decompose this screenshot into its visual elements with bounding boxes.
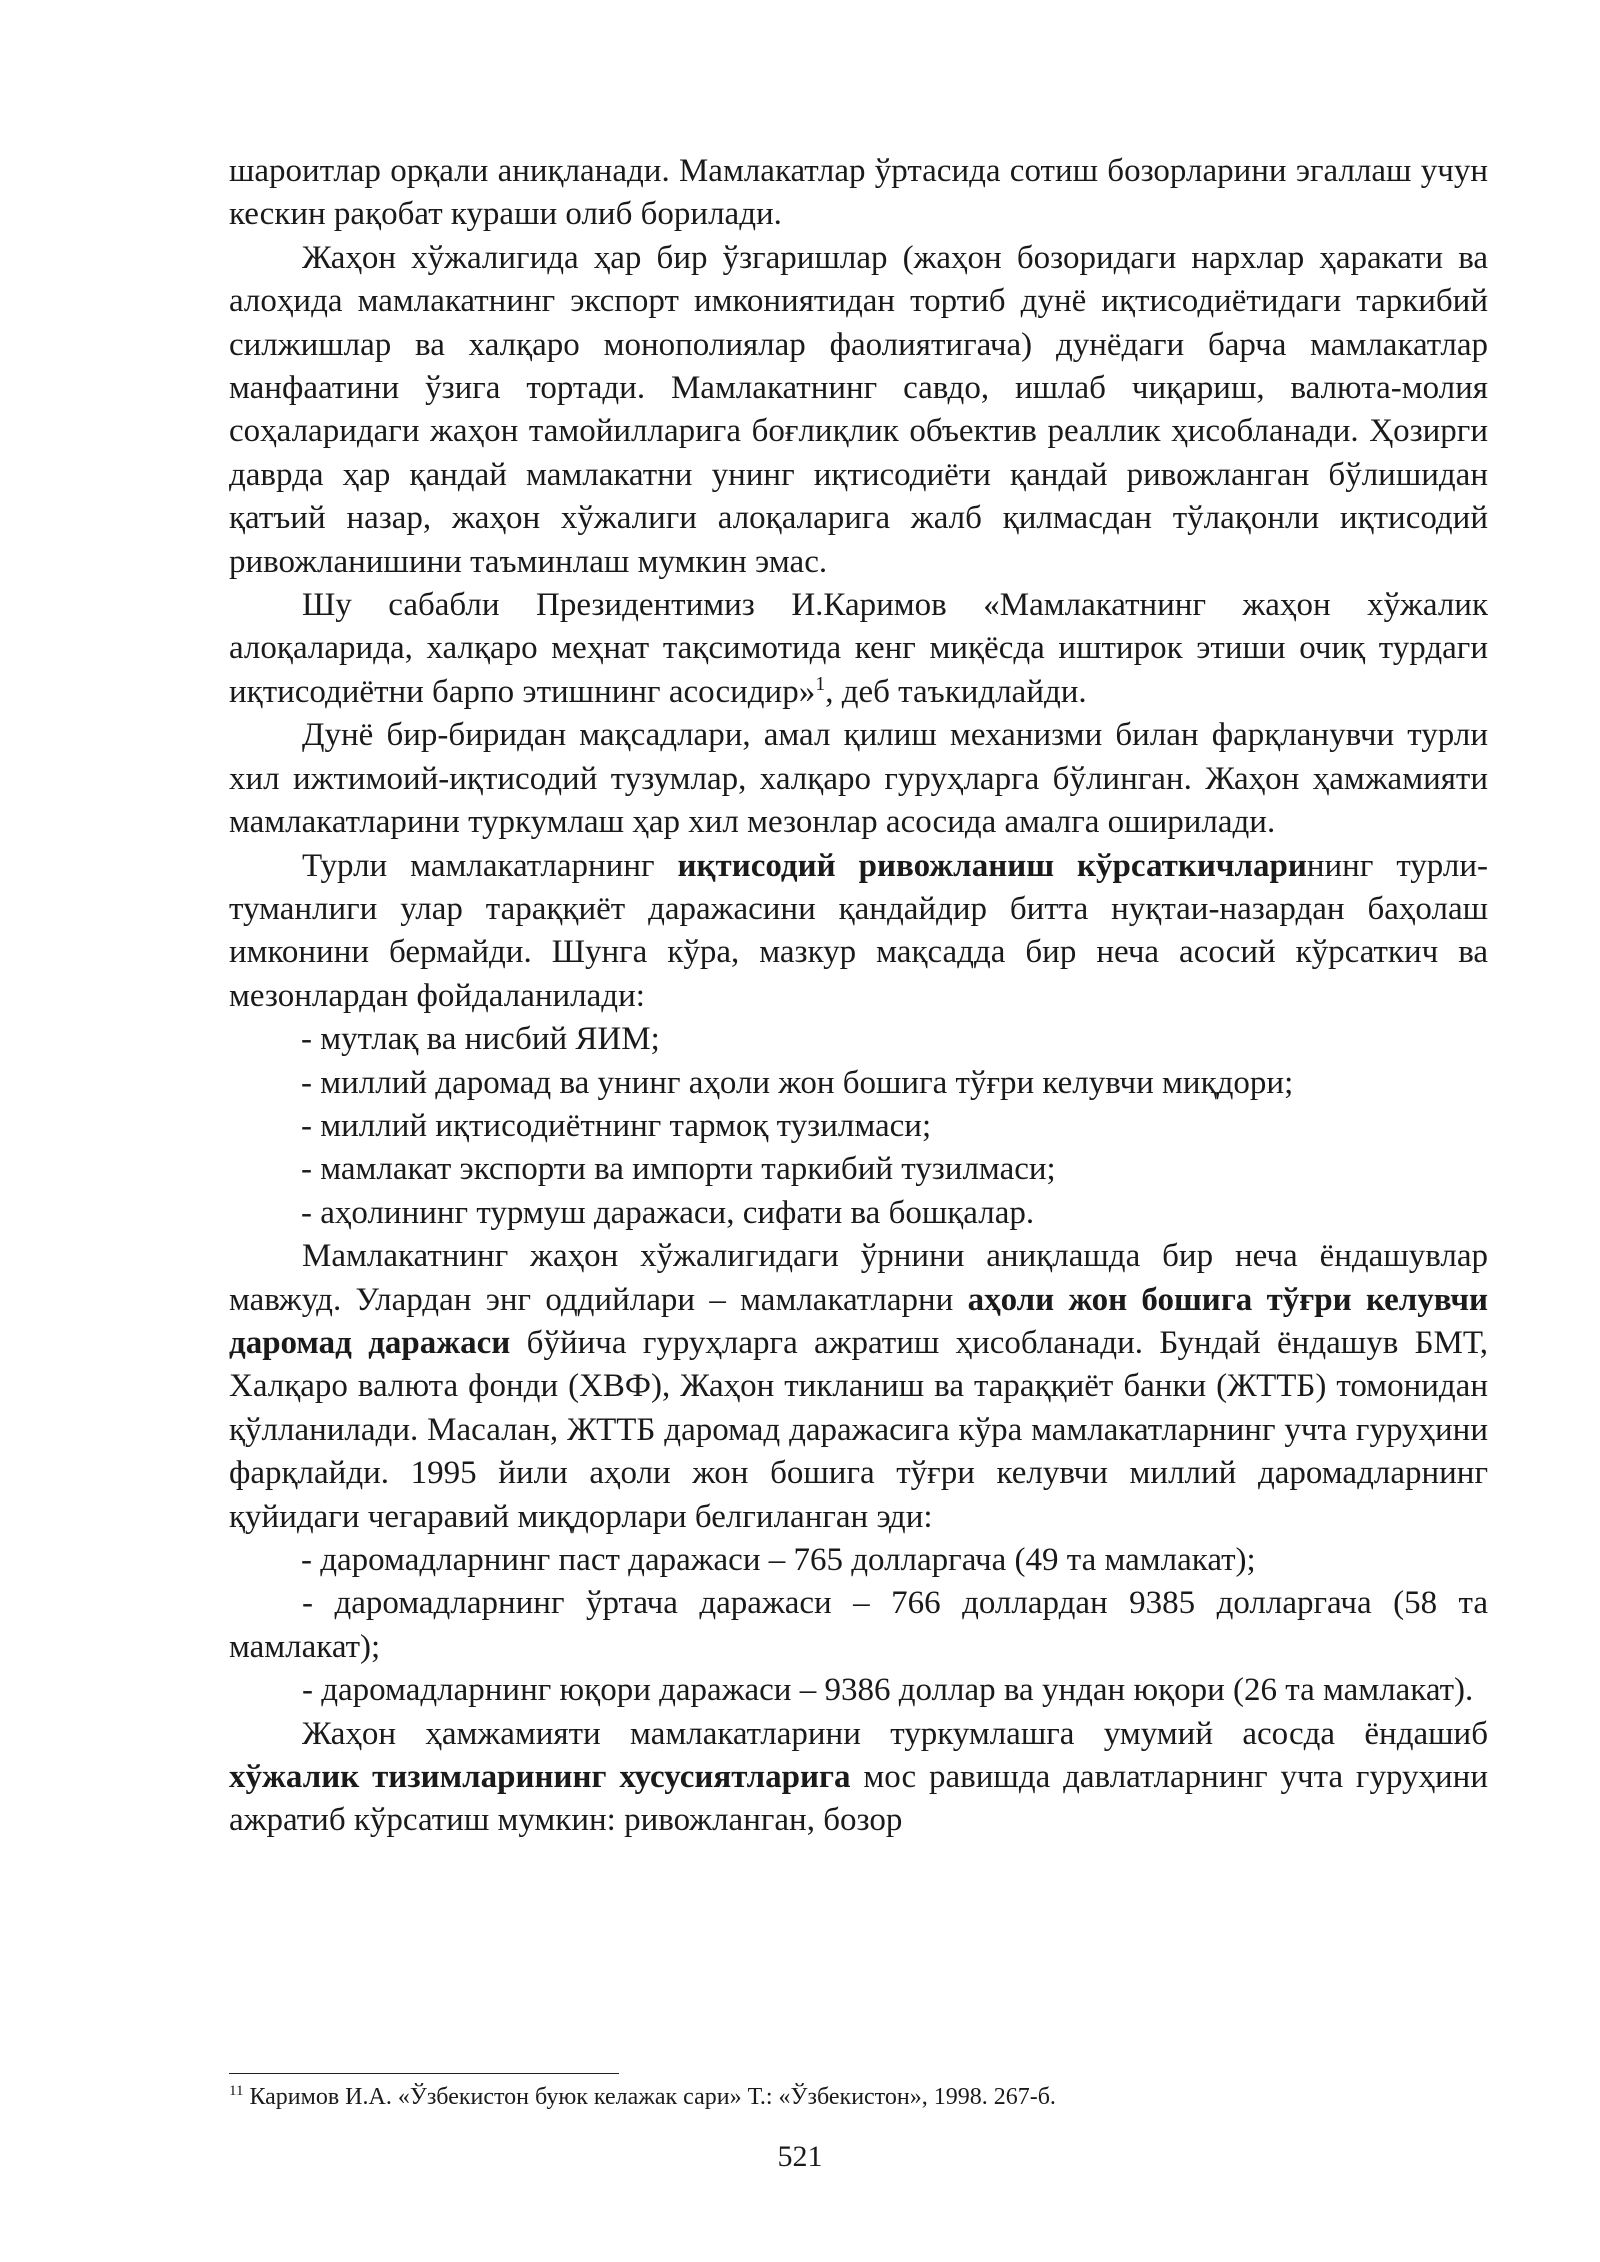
paragraph-1: шароитлар орқали аниқланади. Мамлакатлар ўртасида сотиш бозорларини эгаллаш учун кескин рақобат кураши олиб борилади. [229,153,1488,233]
footnote-separator [229,2073,619,2074]
footnote-mark: 11 [229,2083,244,2099]
paragraph-6-start: Мамлакатнинг жаҳон хўжалигидаги ўрнини аниқлашда бир неча ёндашувлар мавжуд. Улардан энг оддийлари – мамлакатларни [229,1238,1488,1318]
income-levels-list [229,1539,1488,1713]
paragraph-5-bold-term: иқтисодий ривожланиш кўрсаткичлари [677,847,1307,884]
indicators-list [229,1018,1488,1235]
paragraph-3-text: Шу сабабли Президентимиз И.Каримов «Мамлакатнинг жаҳон хўжалик алоқаларида, халқаро меҳнат тақсимотида кенг миқёсда иштирок этиши очиқ турдаги иқтисодиётни барпо этишнинг асосидир» [229,587,1488,710]
footnote [229,2082,1488,2112]
paragraph-6 [229,1235,1488,1539]
paragraph-2: Жаҳон хўжалигида ҳар бир ўзгаришлар (жаҳон бозоридаги нархлар ҳаракати ва алоҳида мамлакатнинг экспорт имкониятидан тортиб дунё иқтисодиётидаги таркибий силжишлар ва халқаро монополиялар фаолиятигача) дунёдаги барча мамлакатлар манфаатини ўзига тортади. Мамлакатнинг савдо, ишлаб чиқариш, валюта-молия соҳаларидаги жаҳон тамойилларига боғлиқлик объектив реаллик ҳисобланади. Ҳозирги даврда ҳар қандай мамлакатни унинг иқтисодиёти қандай ривожланган бўлишидан қатъий назар, жаҳон хўжалиги алоқаларига жалб қилмасдан тўлақонли иқтисодий ривожланишини таъминлаш мумкин эмас. [229,239,1488,580]
list-item: - мамлакат экспорти ва импорти таркибий тузилмаси; [301,1151,1056,1188]
footnote-reference: 1 [815,672,826,695]
list-item: - даромадларнинг юқори даражаси – 9386 доллар ва ундан юқори (26 та мамлакат). [302,1672,1474,1709]
list-item: - мутлақ ва нисбий ЯИМ; [301,1021,660,1058]
paragraph-6-end: бўйича гуруҳларга ажратиш ҳисобланади. Бундай ёндашув БМТ, Халқаро валюта фонди (ХВФ), Жаҳон тикланиш ва тараққиёт банки (ЖТТБ) томонидан қўлланилади. Масалан, ЖТТБ даромад даражасига кўра мамлакатларнинг учта гуруҳини фарқлайди. 1995 йили аҳоли жон бошига тўғри келувчи миллий даромадларнинг қуйидаги чегаравий миқдорлари белгиланган эди: [229,1324,1488,1535]
paragraph-6-bold-term: аҳоли жон бошига тўғри келувчи даромад даражаси [229,1281,1488,1361]
paragraph-5-end: нинг турли-туманлиги улар тараққиёт даражасини қандайдир битта нуқтаи-назардан баҳолаш имконини бермайди. Шунга кўра, мазкур мақсадда бир неча асосий кўрсаткич ва мезонлардан фойдаланилади: [229,847,1488,1014]
paragraph-7-end: мос равишда давлатларнинг учта гуруҳини ажратиб кўрсатиш мумкин: ривожланган, бозор [229,1759,1489,1839]
list-item: - даромадларнинг паст даражаси – 765 долларгача (49 та мамлакат); [301,1542,1256,1578]
list-item: - миллий даромад ва унинг аҳоли жон бошига тўғри келувчи миқдори; [301,1064,1294,1101]
paragraph-3 [229,584,1488,714]
paragraph-7 [229,1713,1488,1843]
page-number: 521 [777,2140,823,2173]
paragraph-4: Дунё бир-биридан мақсадлари, амал қилиш механизми билан фарқланувчи турли хил ижтимоий-иқтисодий тузумлар, халқаро гуруҳларга бўлинган. Жаҳон ҳамжамияти мамлакатларини туркумлаш ҳар хил мезонлар асосида амалга оширилади. [229,717,1488,841]
paragraph-7-start: Жаҳон ҳамжамияти мамлакатларини туркумлашга умумий асосда ёндашиб [302,1715,1488,1752]
list-item: - аҳолининг турмуш даражаси, сифати ва бошқалар. [301,1194,1035,1231]
page-body [229,150,1488,1843]
paragraph-5-start: Турли мамлакатларнинг [302,847,678,884]
paragraph-3-tail: , деб таъкидлайди. [825,673,1087,710]
list-item: - даромадларнинг ўртача даражаси – 766 доллардан 9385 долларгача (58 та мамлакат); [229,1585,1488,1665]
paragraph-7-bold-term: хўжалик тизимларининг хусусиятларига [229,1759,851,1796]
paragraph-5 [229,845,1488,1019]
list-item: - миллий иқтисодиётнинг тармоқ тузилмаси; [301,1107,932,1144]
footnote-text: Каримов И.А. «Ўзбекистон буюк келажак сари» Т.: «Ўзбекистон», 1998. 267-б. [243,2084,1056,2110]
